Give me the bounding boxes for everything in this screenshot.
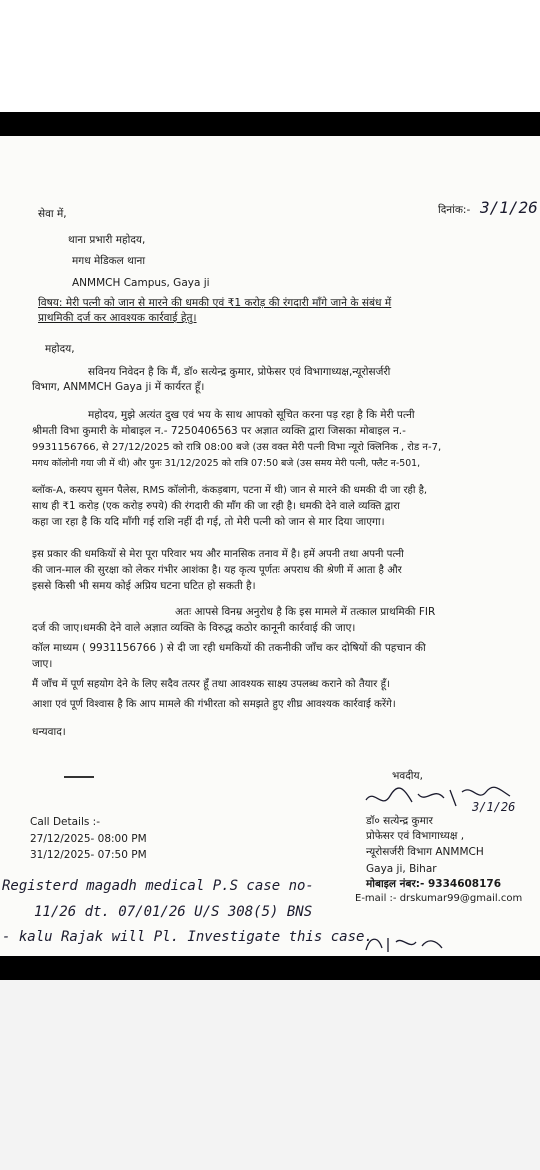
para4-line-1: अतः आपसे विनम्र अनुरोध है कि इस मामले में तत्काल प्राथमिकी FIR (175, 606, 436, 618)
para3-line-1: इस प्रकार की धमकियों से मेरा पूरा परिवार भय और मानसिक तनाव में है। हमें अपनी तथा अपनी पत्नी (32, 549, 404, 560)
letter-page (0, 136, 540, 956)
top-black-border (0, 112, 540, 136)
para2-line-6: साथ ही ₹1 करोड़ (एक करोड़ रुपये) की रंगदारी की माँग की जा रही है। धमकी देने वाले व्यक्ति द्वारा (32, 501, 400, 512)
subject-line-2: प्राथमिकी दर्ज कर आवश्यक कार्रवाई हेतु। (38, 312, 197, 324)
para2-line-7: कहा जा रहा है कि यदि माँगी गई राशि नहीं दी गई, तो मेरी पत्नी को जान से मार दिया जाएगा। (32, 516, 385, 528)
para4-line-7: धन्यवाद। (32, 726, 66, 738)
endorsement-line-3: - kalu Rajak will Pl. Investigate this case. (2, 929, 373, 945)
sender-mobile: मोबाइल नंबर:- 9334608176 (366, 878, 502, 890)
para2-line-2: श्रीमती विभा कुमारी के मोबाइल न.- 7250406563 पर अज्ञात व्यक्ति द्वारा जिसका मोबाइल न.- (32, 425, 406, 437)
addressee-line-1: थाना प्रभारी महोदय, (68, 234, 146, 246)
para4-line-5: मैं जाँच में पूर्ण सहयोग देने के लिए सदैव तत्पर हूँ तथा आवश्यक साक्ष्य उपलब्ध कराने को तैयार हूँ। (32, 679, 390, 690)
pen-mark (64, 776, 94, 778)
date-label: दिनांक:- (438, 204, 471, 216)
addressee-line-3: ANMMCH Campus, Gaya ji (72, 277, 210, 289)
faded-bleed-through (0, 980, 540, 1170)
sender-name: डॉ० सत्येन्द्र कुमार (366, 815, 433, 827)
subject-line-1: विषय: मेरी पत्नी को जान से मारने की धमकी एवं ₹1 करोड़ की रंगदारी माँगे जाने के संबंध में (38, 297, 392, 309)
para2-line-1: महोदय, मुझे अत्यंत दुख एवं भय के साथ आपको सूचित करना पड़ रहा है कि मेरी पत्नी (88, 409, 415, 421)
sender-location: Gaya ji, Bihar (366, 863, 437, 875)
signature-date: 3/1/26 (472, 800, 516, 814)
sender-title: प्रोफेसर एवं विभागाध्यक्ष , (366, 830, 465, 842)
to-salutation: सेवा में, (38, 208, 67, 220)
addressee-line-2: मगध मेडिकल थाना (72, 255, 146, 267)
para4-line-2: दर्ज की जाए।धमकी देने वाले अज्ञात व्यक्ति के विरुद्ध कठोर कानूनी कार्रवाई की जाए। (32, 622, 356, 634)
closing: भवदीय, (392, 770, 423, 782)
para1-line-1: सविनय निवेदन है कि मैं, डॉ० सत्येन्द्र कुमार, प्रोफेसर एवं विभागाध्यक्ष,न्यूरोसर्जरी (88, 366, 391, 378)
greeting: महोदय, (45, 343, 75, 355)
para3-line-2: की जान-माल की सुरक्षा को लेकर गंभीर आशंका है। यह कृत्य पूर्णतः अपराध की श्रेणी में आता है और (32, 565, 402, 576)
endorsement-line-2: 11/26 dt. 07/01/26 U/S 308(5) BNS (34, 904, 313, 920)
para4-line-6: आशा एवं पूर्ण विश्वास है कि आप मामले की गंभीरता को समझते हुए शीघ्र आवश्यक कार्रवाई करेंगे। (32, 699, 396, 710)
para1-line-2: विभाग, ANMMCH Gaya ji में कार्यरत हूँ। (32, 381, 205, 393)
para2-line-4: मगध कॉलोनी गया जी में थी) और पुनः 31/12/2025 को रात्रि 07:50 बजे (उस समय मेरी पत्नी, फ्लैट न-501, (32, 458, 421, 469)
sender-email: E-mail :- drskumar99@gmail.com (355, 893, 523, 904)
call-details-label: Call Details :- (30, 816, 101, 828)
bottom-black-border (0, 956, 540, 980)
officer-initials (362, 932, 452, 956)
para3-line-3: इससे किसी भी समय कोई अप्रिय घटना घटित हो सकती है। (32, 580, 256, 592)
call-detail-entry: 27/12/2025- 08:00 PM (30, 833, 147, 845)
call-detail-entry: 31/12/2025- 07:50 PM (30, 849, 147, 861)
sender-department: न्यूरोसर्जरी विभाग ANMMCH (366, 846, 484, 858)
para2-line-3: 9931156766, से 27/12/2025 को रात्रि 08:00 बजे (उस वक्त मेरी पत्नी विभा न्यूरो क्लिनिक , रोड न-7, (32, 442, 442, 453)
para4-line-4: जाए। (32, 658, 53, 670)
para4-line-3: कॉल माध्यम ( 9931156766 ) से दी जा रही धमकियों की तकनीकी जाँच कर दोषियों की पहचान की (32, 642, 426, 654)
handwritten-date: 3/1/26 (480, 198, 538, 217)
para2-line-5: ब्लॉक-A, कस्यप सुमन पैलेस, RMS कॉलोनी, कंकड़बाग, पटना में थी) जान से मारने की धमकी दी जा रही है, (32, 485, 428, 496)
endorsement-line-1: Registerd magadh medical P.S case no- (2, 878, 314, 894)
